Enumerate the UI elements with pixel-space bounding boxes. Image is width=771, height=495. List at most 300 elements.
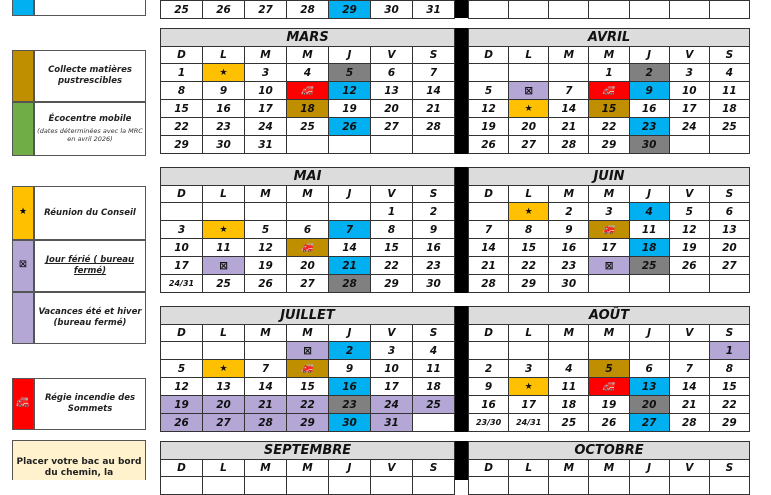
day-cell bbox=[287, 477, 329, 495]
day-cell: 27 bbox=[287, 275, 329, 293]
month-title: JUILLET bbox=[161, 307, 455, 325]
month-calendar bbox=[160, 167, 455, 293]
day-cell: 5 bbox=[589, 360, 629, 378]
day-cell: 12 bbox=[669, 221, 709, 239]
day-cell bbox=[413, 414, 455, 432]
day-cell: 28 bbox=[669, 414, 709, 432]
day-cell: 25 bbox=[413, 396, 455, 414]
day-cell: 11 bbox=[413, 360, 455, 378]
legend-vacances-swatch bbox=[12, 292, 34, 344]
day-cell: 19 bbox=[245, 257, 287, 275]
day-cell: 15 bbox=[287, 378, 329, 396]
day-cell: 8 bbox=[509, 221, 549, 239]
day-cell: 26 bbox=[469, 136, 509, 154]
day-cell: 8 bbox=[161, 82, 203, 100]
weekday-header: J bbox=[629, 47, 669, 64]
day-cell: 12 bbox=[161, 378, 203, 396]
day-cell: 26 bbox=[203, 1, 245, 19]
month-separator bbox=[455, 441, 468, 480]
meeting-star-icon: ★ bbox=[203, 360, 245, 378]
day-cell: 17 bbox=[161, 257, 203, 275]
day-cell: 14 bbox=[469, 239, 509, 257]
day-cell bbox=[161, 477, 203, 495]
day-cell: 11 bbox=[709, 82, 749, 100]
weekday-header: M bbox=[287, 460, 329, 477]
day-cell: 30 bbox=[329, 414, 371, 432]
weekday-header: M bbox=[589, 47, 629, 64]
day-cell: 9 bbox=[549, 221, 589, 239]
weekday-header: J bbox=[629, 325, 669, 342]
day-cell: 4 bbox=[549, 360, 589, 378]
fire-truck-icon: 🚒 bbox=[287, 82, 329, 100]
weekday-header: J bbox=[629, 460, 669, 477]
day-cell: 16 bbox=[329, 378, 371, 396]
legend-ecocentre-swatch bbox=[12, 102, 34, 156]
day-cell: 2 bbox=[413, 203, 455, 221]
day-cell: 27 bbox=[371, 118, 413, 136]
day-cell bbox=[669, 477, 709, 495]
day-cell bbox=[509, 64, 549, 82]
month-title: MARS bbox=[161, 29, 455, 47]
day-cell bbox=[329, 203, 371, 221]
day-cell: 20 bbox=[709, 239, 749, 257]
day-cell: 1 bbox=[161, 64, 203, 82]
month-calendar bbox=[468, 167, 750, 293]
weekday-header: M bbox=[287, 47, 329, 64]
day-cell: 13 bbox=[629, 378, 669, 396]
meeting-star-icon: ★ bbox=[203, 221, 245, 239]
day-cell: 23 bbox=[329, 396, 371, 414]
day-cell: 9 bbox=[629, 82, 669, 100]
day-cell bbox=[371, 136, 413, 154]
day-cell: 1 bbox=[589, 64, 629, 82]
fire-truck-icon: 🚒 bbox=[589, 82, 629, 100]
day-cell: 23 bbox=[203, 118, 245, 136]
legend-incendie bbox=[34, 378, 146, 430]
day-cell: 15 bbox=[709, 378, 749, 396]
day-cell: 25 bbox=[709, 118, 749, 136]
day-cell: 20 bbox=[203, 396, 245, 414]
day-cell: 30 bbox=[549, 275, 589, 293]
day-cell: 16 bbox=[203, 100, 245, 118]
day-cell bbox=[629, 275, 669, 293]
weekday-header: L bbox=[203, 186, 245, 203]
day-cell: 9 bbox=[329, 360, 371, 378]
day-cell: 14 bbox=[549, 100, 589, 118]
weekday-header: L bbox=[509, 47, 549, 64]
day-cell: 24/31 bbox=[509, 414, 549, 432]
weekday-header: M bbox=[287, 186, 329, 203]
weekday-header: D bbox=[161, 186, 203, 203]
day-cell bbox=[509, 477, 549, 495]
month-title: JUIN bbox=[469, 168, 750, 186]
legend-vacances bbox=[34, 292, 146, 344]
month-calendar bbox=[160, 28, 455, 154]
day-cell: 20 bbox=[629, 396, 669, 414]
day-cell: 17 bbox=[245, 100, 287, 118]
day-cell: 12 bbox=[245, 239, 287, 257]
day-cell: 18 bbox=[287, 100, 329, 118]
day-cell: 27 bbox=[203, 414, 245, 432]
day-cell: 28 bbox=[245, 414, 287, 432]
legend-note bbox=[12, 440, 146, 480]
day-cell: 26 bbox=[329, 118, 371, 136]
weekday-header: M bbox=[589, 186, 629, 203]
weekday-header: M bbox=[549, 460, 589, 477]
day-cell: 2 bbox=[469, 360, 509, 378]
weekday-header: S bbox=[413, 47, 455, 64]
day-cell: 18 bbox=[413, 378, 455, 396]
month-calendar bbox=[468, 441, 750, 495]
weekday-header: L bbox=[203, 460, 245, 477]
day-cell: 31 bbox=[413, 1, 455, 19]
day-cell bbox=[287, 203, 329, 221]
day-cell: 27 bbox=[629, 414, 669, 432]
day-cell: 5 bbox=[469, 82, 509, 100]
day-cell: 26 bbox=[161, 414, 203, 432]
weekday-header: L bbox=[203, 325, 245, 342]
day-cell bbox=[413, 477, 455, 495]
day-cell bbox=[161, 342, 203, 360]
day-cell: 14 bbox=[245, 378, 287, 396]
day-cell bbox=[245, 477, 287, 495]
day-cell: 17 bbox=[371, 378, 413, 396]
fire-truck-icon: 🚒 bbox=[589, 378, 629, 396]
weekday-header: V bbox=[371, 460, 413, 477]
fire-truck-icon: 🚒 bbox=[287, 239, 329, 257]
day-cell: 10 bbox=[669, 82, 709, 100]
legend-ferie-label: Jour férié ( bureau fermé) bbox=[45, 255, 135, 276]
day-cell: 11 bbox=[629, 221, 669, 239]
legend-ecocentre-note: (dates déterminées avec la MRC en avril 2026) bbox=[37, 127, 143, 143]
day-cell bbox=[629, 342, 669, 360]
day-cell: 17 bbox=[509, 396, 549, 414]
day-cell bbox=[669, 136, 709, 154]
weekday-header: V bbox=[669, 186, 709, 203]
weekday-header: M bbox=[589, 460, 629, 477]
weekday-header: J bbox=[329, 47, 371, 64]
month-separator bbox=[455, 167, 468, 293]
day-cell: 26 bbox=[245, 275, 287, 293]
closed-box-icon: ⊠ bbox=[18, 259, 28, 270]
day-cell: 18 bbox=[709, 100, 749, 118]
weekday-header: S bbox=[413, 186, 455, 203]
day-cell: 14 bbox=[413, 82, 455, 100]
weekday-header: M bbox=[245, 186, 287, 203]
month-title: SEPTEMBRE bbox=[161, 442, 455, 460]
month-separator bbox=[455, 28, 468, 154]
day-cell bbox=[203, 477, 245, 495]
day-cell: 6 bbox=[709, 203, 749, 221]
day-cell: 24 bbox=[245, 118, 287, 136]
day-cell bbox=[509, 342, 549, 360]
day-cell bbox=[709, 136, 749, 154]
day-cell: 22 bbox=[709, 396, 749, 414]
weekday-header: D bbox=[469, 325, 509, 342]
meeting-star-icon: ★ bbox=[509, 203, 549, 221]
day-cell: 29 bbox=[287, 414, 329, 432]
day-cell: 9 bbox=[203, 82, 245, 100]
day-cell: 4 bbox=[709, 64, 749, 82]
day-cell: 2 bbox=[549, 203, 589, 221]
day-cell: 21 bbox=[549, 118, 589, 136]
day-cell bbox=[469, 342, 509, 360]
day-cell: 17 bbox=[589, 239, 629, 257]
day-cell: 20 bbox=[509, 118, 549, 136]
month-title: MAI bbox=[161, 168, 455, 186]
day-cell: 29 bbox=[371, 275, 413, 293]
day-cell: 19 bbox=[329, 100, 371, 118]
day-cell bbox=[245, 342, 287, 360]
weekday-header: V bbox=[371, 325, 413, 342]
weekday-header: D bbox=[469, 460, 509, 477]
legend-incendie-label: Régie incendie des Sommets bbox=[44, 393, 136, 414]
day-cell: 22 bbox=[589, 118, 629, 136]
day-cell bbox=[549, 64, 589, 82]
legend-top-swatch bbox=[12, 0, 34, 16]
day-cell bbox=[709, 477, 749, 495]
day-cell: 25 bbox=[203, 275, 245, 293]
day-cell: 14 bbox=[669, 378, 709, 396]
day-cell: 25 bbox=[629, 257, 669, 275]
weekday-header: M bbox=[549, 325, 589, 342]
weekday-header: M bbox=[245, 325, 287, 342]
day-cell: 2 bbox=[629, 64, 669, 82]
day-cell: 15 bbox=[371, 239, 413, 257]
day-cell: 21 bbox=[669, 396, 709, 414]
weekday-header: M bbox=[245, 460, 287, 477]
closed-box-icon: ⊠ bbox=[287, 342, 329, 360]
weekday-header: J bbox=[329, 460, 371, 477]
day-cell: 5 bbox=[669, 203, 709, 221]
day-cell: 9 bbox=[413, 221, 455, 239]
day-cell bbox=[589, 342, 629, 360]
day-cell bbox=[669, 275, 709, 293]
day-cell: 1 bbox=[709, 342, 749, 360]
weekday-header: V bbox=[669, 325, 709, 342]
day-cell: 22 bbox=[371, 257, 413, 275]
day-cell: 13 bbox=[371, 82, 413, 100]
meeting-star-icon: ★ bbox=[509, 100, 549, 118]
day-cell: 7 bbox=[245, 360, 287, 378]
day-cell: 13 bbox=[709, 221, 749, 239]
day-cell bbox=[589, 477, 629, 495]
day-cell: 6 bbox=[371, 64, 413, 82]
day-cell: 23 bbox=[549, 257, 589, 275]
day-cell: 12 bbox=[329, 82, 371, 100]
day-cell: 12 bbox=[469, 100, 509, 118]
legend-reunion-swatch bbox=[12, 186, 34, 240]
day-cell: 7 bbox=[469, 221, 509, 239]
day-cell: 26 bbox=[669, 257, 709, 275]
day-cell: 15 bbox=[161, 100, 203, 118]
day-cell: 11 bbox=[549, 378, 589, 396]
day-cell: 29 bbox=[709, 414, 749, 432]
day-cell: 23 bbox=[629, 118, 669, 136]
day-cell: 7 bbox=[329, 221, 371, 239]
day-cell: 18 bbox=[629, 239, 669, 257]
day-cell: 25 bbox=[549, 414, 589, 432]
day-cell bbox=[709, 275, 749, 293]
day-cell: 19 bbox=[161, 396, 203, 414]
day-cell: 7 bbox=[549, 82, 589, 100]
legend-collecte bbox=[34, 50, 146, 102]
day-cell: 5 bbox=[161, 360, 203, 378]
day-cell bbox=[589, 275, 629, 293]
day-cell bbox=[203, 203, 245, 221]
day-cell: 16 bbox=[413, 239, 455, 257]
closed-box-icon: ⊠ bbox=[589, 257, 629, 275]
day-cell: 4 bbox=[413, 342, 455, 360]
weekday-header: V bbox=[371, 186, 413, 203]
day-cell: 7 bbox=[413, 64, 455, 82]
weekday-header: J bbox=[329, 186, 371, 203]
month-separator bbox=[455, 0, 468, 18]
weekday-header: S bbox=[413, 325, 455, 342]
day-cell: 10 bbox=[245, 82, 287, 100]
day-cell bbox=[413, 136, 455, 154]
weekday-header: L bbox=[203, 47, 245, 64]
day-cell: 18 bbox=[549, 396, 589, 414]
day-cell: 29 bbox=[161, 136, 203, 154]
month-calendar bbox=[468, 306, 750, 432]
day-cell bbox=[469, 203, 509, 221]
day-cell: 2 bbox=[329, 342, 371, 360]
weekday-header: D bbox=[161, 460, 203, 477]
day-cell: 31 bbox=[371, 414, 413, 432]
weekday-header: S bbox=[709, 47, 749, 64]
weekday-header: M bbox=[549, 47, 589, 64]
weekday-header: V bbox=[669, 47, 709, 64]
weekday-header: L bbox=[509, 325, 549, 342]
day-cell: 30 bbox=[371, 1, 413, 19]
day-cell: 28 bbox=[329, 275, 371, 293]
day-cell: 21 bbox=[329, 257, 371, 275]
day-cell: 5 bbox=[245, 221, 287, 239]
weekday-header: D bbox=[161, 47, 203, 64]
day-cell: 27 bbox=[245, 1, 287, 19]
fire-truck-icon: 🚒 bbox=[16, 395, 30, 408]
day-cell: 13 bbox=[203, 378, 245, 396]
weekday-header: M bbox=[549, 186, 589, 203]
day-cell: 15 bbox=[589, 100, 629, 118]
day-cell bbox=[245, 203, 287, 221]
day-cell: 3 bbox=[245, 64, 287, 82]
day-cell: 29 bbox=[589, 136, 629, 154]
day-cell: 16 bbox=[629, 100, 669, 118]
day-cell: 7 bbox=[669, 360, 709, 378]
day-cell: 22 bbox=[509, 257, 549, 275]
day-cell: 27 bbox=[509, 136, 549, 154]
weekday-header: V bbox=[669, 460, 709, 477]
day-cell: 30 bbox=[203, 136, 245, 154]
day-cell: 3 bbox=[509, 360, 549, 378]
legend-vacances-label: Vacances été et hiver (bureau fermé) bbox=[38, 307, 142, 328]
day-cell: 28 bbox=[413, 118, 455, 136]
day-cell: 15 bbox=[509, 239, 549, 257]
legend-top-box bbox=[34, 0, 146, 16]
day-cell: 8 bbox=[709, 360, 749, 378]
day-cell: 3 bbox=[161, 221, 203, 239]
day-cell: 26 bbox=[589, 414, 629, 432]
legend-collecte-label: Collecte matières pustrescibles bbox=[48, 65, 132, 86]
day-cell: 22 bbox=[161, 118, 203, 136]
day-cell: 24 bbox=[669, 118, 709, 136]
day-cell: 4 bbox=[287, 64, 329, 82]
legend-ecocentre bbox=[34, 102, 146, 156]
day-cell bbox=[549, 342, 589, 360]
day-cell: 11 bbox=[203, 239, 245, 257]
day-cell: 14 bbox=[329, 239, 371, 257]
day-cell: 20 bbox=[287, 257, 329, 275]
month-calendar bbox=[160, 306, 455, 432]
month-title: OCTOBRE bbox=[469, 442, 750, 460]
day-cell: 10 bbox=[161, 239, 203, 257]
day-cell: 25 bbox=[161, 1, 203, 19]
weekday-header: S bbox=[709, 460, 749, 477]
day-cell: 1 bbox=[371, 203, 413, 221]
day-cell bbox=[629, 477, 669, 495]
day-cell bbox=[329, 477, 371, 495]
day-cell: 3 bbox=[371, 342, 413, 360]
month-separator bbox=[455, 306, 468, 432]
weekday-header: J bbox=[629, 186, 669, 203]
day-cell bbox=[549, 477, 589, 495]
day-cell: 30 bbox=[413, 275, 455, 293]
day-cell: 17 bbox=[669, 100, 709, 118]
legend-reunion-label: Réunion du Conseil bbox=[44, 207, 136, 218]
day-cell: 6 bbox=[287, 221, 329, 239]
day-cell: 21 bbox=[413, 100, 455, 118]
day-cell: 27 bbox=[709, 257, 749, 275]
day-cell: 6 bbox=[629, 360, 669, 378]
fire-truck-icon: 🚒 bbox=[287, 360, 329, 378]
calendar-prev-month-right bbox=[468, 0, 750, 19]
weekday-header: S bbox=[413, 460, 455, 477]
day-cell: 28 bbox=[549, 136, 589, 154]
calendar-prev-month bbox=[160, 0, 455, 19]
legend-ecocentre-label: Écocentre mobile bbox=[48, 114, 132, 125]
day-cell: 25 bbox=[287, 118, 329, 136]
day-cell: 5 bbox=[329, 64, 371, 82]
weekday-header: J bbox=[329, 325, 371, 342]
day-cell: 30 bbox=[629, 136, 669, 154]
meeting-star-icon: ★ bbox=[203, 64, 245, 82]
day-cell: 3 bbox=[669, 64, 709, 82]
month-title: AOÛT bbox=[469, 307, 750, 325]
day-cell: 29 bbox=[329, 1, 371, 19]
day-cell bbox=[469, 64, 509, 82]
day-cell bbox=[371, 477, 413, 495]
weekday-header: L bbox=[509, 460, 549, 477]
day-cell: 21 bbox=[245, 396, 287, 414]
day-cell bbox=[669, 342, 709, 360]
day-cell: 10 bbox=[371, 360, 413, 378]
weekday-header: S bbox=[709, 186, 749, 203]
month-calendar bbox=[468, 28, 750, 154]
month-calendar bbox=[160, 441, 455, 495]
weekday-header: L bbox=[509, 186, 549, 203]
day-cell bbox=[329, 136, 371, 154]
day-cell: 20 bbox=[371, 100, 413, 118]
weekday-header: M bbox=[245, 47, 287, 64]
day-cell: 23 bbox=[413, 257, 455, 275]
day-cell: 28 bbox=[469, 275, 509, 293]
closed-box-icon: ⊠ bbox=[203, 257, 245, 275]
legend-note-label: Placer votre bac au bord du chemin, la bbox=[16, 457, 142, 479]
day-cell: 19 bbox=[669, 239, 709, 257]
weekday-header: D bbox=[469, 186, 509, 203]
